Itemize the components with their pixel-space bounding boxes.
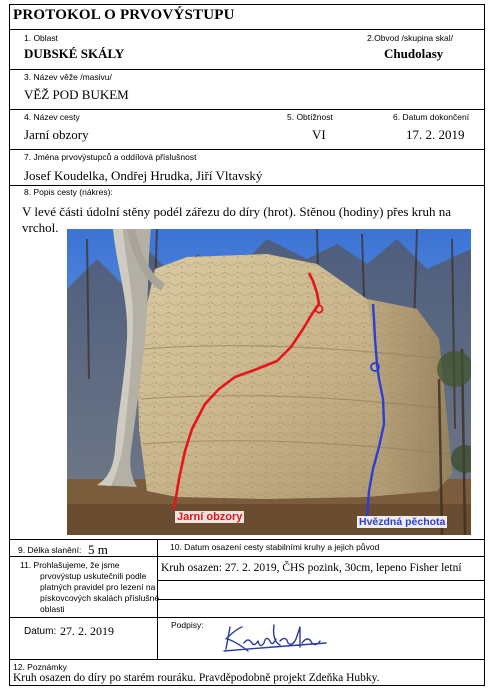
prohlaseni-line: platných pravidel pro lezení na [40,582,156,592]
divider [10,185,484,186]
divider [10,109,484,110]
kruh-osazen: Kruh osazen: 27. 2. 2019, ČHS pozink, 30cm, lepeno Fisher letní [161,562,462,574]
datum-dokonceni-value: 17. 2. 2019 [406,127,465,142]
datum-label: Datum: [24,626,57,637]
podpisy-label: Podpisy: [171,620,204,630]
osazeni-label: 10. Datum osazení cesty stabilními kruhy a jejich původ [170,542,380,552]
prvovystupci-label: 7. Jména prvovýstupců a oddílová příslušnost [24,152,197,162]
route-photo-drawing [67,229,471,535]
prohlaseni-line: pískovcových skalách příslušné [40,593,160,603]
prvovystupci-value: Josef Koudelka, Ondřej Hrudka, Jiří Vltavský [24,168,263,183]
obvod-label: 2.Obvod /skupina skal/ [367,33,453,43]
oblast-value: DUBSKÉ SKÁLY [24,46,125,61]
divider [157,617,158,659]
prohlaseni [20,560,159,615]
prohlaseni-line: 11. Prohlašujeme, že jsme [20,560,120,570]
route-photo [67,229,471,535]
poznamky-label: 12. Poznámky [13,662,67,672]
datum-dokonceni-label: 6. Datum dokončení [393,112,470,122]
route-label-red: Jarní obzory [177,511,243,523]
popis-label: 8. Popis cesty (nákres): [24,187,113,197]
divider [157,580,484,581]
divider [10,556,484,557]
divider [10,539,484,540]
prohlaseni-line: oblasti [40,604,65,614]
obtiznost-label: 5. Obtížnost [287,112,333,122]
nazev-cesty-label: 4. Název cesty [24,112,80,122]
poznamky-value: Kruh osazen do díry po starém rouráku. Pravděpodobně projekt Zdeňka Hubky. [13,672,380,684]
divider [10,617,484,618]
divider [10,69,484,70]
divider [10,29,484,30]
delka-slaneni-label: 9. Délka slanění: [18,545,82,555]
obvod-value: Chudolasy [384,46,444,61]
form-title: PROTOKOL O PRVOVÝSTUPU [13,7,235,23]
datum-value: 27. 2. 2019 [60,624,114,638]
oblast-label: 1. Oblast [24,33,59,43]
nazev-veze-label: 3. Název věže /masivu/ [24,72,112,82]
signature [222,621,332,655]
divider [157,599,484,600]
divider [10,659,484,660]
protocol-form [9,4,485,686]
route-label-blue: Hvězdná pěchota [359,516,446,528]
nazev-cesty-value: Jarní obzory [24,127,89,142]
popis-line-2: vrchol. [22,220,59,235]
popis-line-1: V levé části údolní stěny podél zářezu do díry (hrot). Stěnou (hodiny) přes kruh na [22,204,452,219]
obtiznost-value: VI [312,127,326,142]
prohlaseni-line: prvovýstup uskutečnili podle [40,571,147,581]
divider [10,149,484,150]
nazev-veze-value: VĚŽ POD BUKEM [24,87,129,102]
delka-slaneni-value: 5 m [88,542,108,557]
